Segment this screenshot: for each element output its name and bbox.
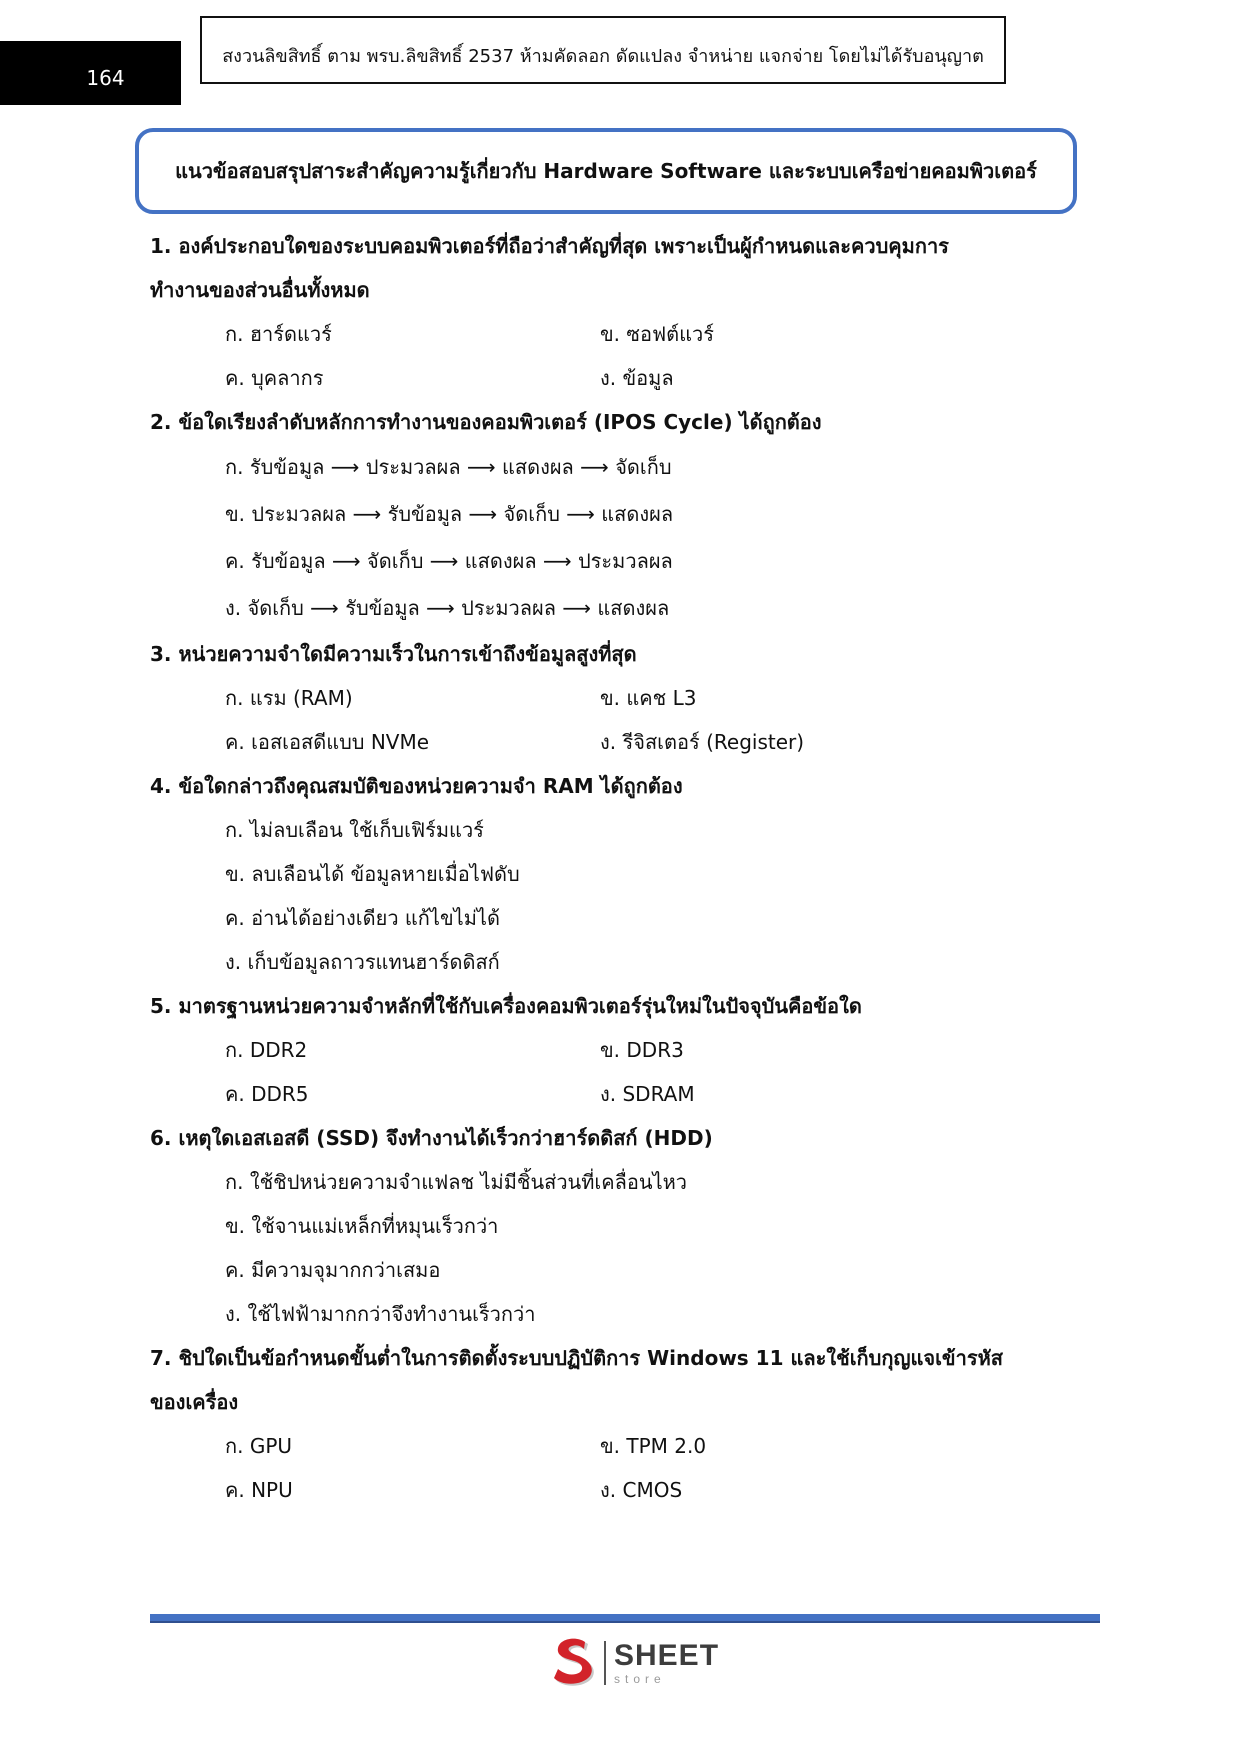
question-4-option-b: ข. ลบเลือนได้ ข้อมูลหายเมื่อไฟดับ xyxy=(225,862,520,886)
question-3-text-line1: 3. หน่วยความจำใดมีความเร็วในการเข้าถึงข้อมูลสูงที่สุด xyxy=(150,642,637,666)
copyright-notice-box xyxy=(200,16,1006,84)
question-2-option-a: ก. รับข้อมูล ⟶ ประมวลผล ⟶ แสดงผล ⟶ จัดเก็บ xyxy=(225,455,672,479)
footer-divider xyxy=(150,1614,1100,1623)
question-1-options xyxy=(225,312,1080,400)
logo-separator xyxy=(604,1641,606,1685)
question-1 xyxy=(150,224,1080,400)
logo-subword: store xyxy=(614,1672,666,1686)
logo-text xyxy=(614,1641,719,1685)
question-6-option-a: ก. ใช้ชิปหน่วยความจำแฟลช ไม่มีชิ้นส่วนที่เคลื่อนไหว xyxy=(225,1170,688,1194)
question-2-text-line1: 2. ข้อใดเรียงลำดับหลักการทำงานของคอมพิวเตอร์ (IPOS Cycle) ได้ถูกต้อง xyxy=(150,410,822,434)
question-7-option-c: ค. NPU xyxy=(225,1478,293,1502)
question-1-text-line1: 1. องค์ประกอบใดของระบบคอมพิวเตอร์ที่ถือว่าสำคัญที่สุด เพราะเป็นผู้กำหนดและควบคุมการ xyxy=(150,234,949,258)
question-1-option-d: ง. ข้อมูล xyxy=(600,366,674,390)
question-4-option-a: ก. ไม่ลบเลือน ใช้เก็บเฟิร์มแวร์ xyxy=(225,818,484,842)
copyright-notice: สงวนลิขสิทธิ์ ตาม พรบ.ลิขสิทธิ์ 2537 ห้ามคัดลอก ดัดแปลง จำหน่าย แจกจ่าย โดยไม่ได้รับอนุญาต xyxy=(222,45,984,67)
question-6-option-d: ง. ใช้ไฟฟ้ามากกว่าจึงทำงานเร็วกว่า xyxy=(225,1302,536,1326)
question-2-option-b: ข. ประมวลผล ⟶ รับข้อมูล ⟶ จัดเก็บ ⟶ แสดงผล xyxy=(225,502,674,526)
page-number: 164 xyxy=(86,66,125,90)
section-title: แนวข้อสอบสรุปสาระสำคัญความรู้เกี่ยวกับ Hardware Software และระบบเครือข่ายคอมพิวเตอร์ xyxy=(175,159,1037,183)
question-7-option-d: ง. CMOS xyxy=(600,1478,683,1502)
question-5-option-d: ง. SDRAM xyxy=(600,1082,695,1106)
question-2 xyxy=(150,400,1080,632)
question-2-options xyxy=(225,444,1080,632)
question-3-option-a: ก. แรม (RAM) xyxy=(225,686,353,710)
question-3-option-b: ข. แคช L3 xyxy=(600,686,697,710)
question-7-text-line2: ของเครื่อง xyxy=(150,1390,239,1414)
question-5-options xyxy=(225,1028,1080,1116)
question-5 xyxy=(150,984,1080,1116)
question-7-options xyxy=(225,1424,1080,1512)
question-3-options xyxy=(225,676,1080,764)
question-list xyxy=(150,224,1080,1512)
question-2-option-d: ง. จัดเก็บ ⟶ รับข้อมูล ⟶ ประมวลผล ⟶ แสดงผล xyxy=(225,596,670,620)
page-number-box xyxy=(0,41,181,105)
question-7 xyxy=(150,1336,1080,1512)
question-3 xyxy=(150,632,1080,764)
question-6 xyxy=(150,1116,1080,1336)
question-3-option-c: ค. เอสเอสดีแบบ NVMe xyxy=(225,730,430,754)
question-5-option-b: ข. DDR3 xyxy=(600,1038,684,1062)
question-5-option-c: ค. DDR5 xyxy=(225,1082,309,1106)
question-7-option-b: ข. TPM 2.0 xyxy=(600,1434,707,1458)
question-7-text-line1: 7. ชิปใดเป็นข้อกำหนดขั้นต่ำในการติดตั้งระบบปฏิบัติการ Windows 11 และใช้เก็บกุญแจเข้ารหัส xyxy=(150,1346,1003,1370)
question-5-text-line1: 5. มาตรฐานหน่วยความจำหลักที่ใช้กับเครื่องคอมพิวเตอร์รุ่นใหม่ในปัจจุบันคือข้อใด xyxy=(150,994,862,1018)
question-7-option-a: ก. GPU xyxy=(225,1434,293,1458)
question-4-option-d: ง. เก็บข้อมูลถาวรแทนฮาร์ดดิสก์ xyxy=(225,950,500,974)
question-3-option-d: ง. รีจิสเตอร์ (Register) xyxy=(600,730,805,754)
question-1-option-b: ข. ซอฟต์แวร์ xyxy=(600,322,714,346)
question-4 xyxy=(150,764,1080,984)
question-4-option-c: ค. อ่านได้อย่างเดียว แก้ไขไม่ได้ xyxy=(225,906,500,930)
question-2-option-c: ค. รับข้อมูล ⟶ จัดเก็บ ⟶ แสดงผล ⟶ ประมวลผล xyxy=(225,549,673,573)
question-6-option-b: ข. ใช้จานแม่เหล็กที่หมุนเร็วกว่า xyxy=(225,1214,499,1238)
question-6-text-line1: 6. เหตุใดเอสเอสดี (SSD) จึงทำงานได้เร็วกว่าฮาร์ดดิสก์ (HDD) xyxy=(150,1126,713,1150)
question-1-option-c: ค. บุคลากร xyxy=(225,366,324,390)
sheet-store-s-icon xyxy=(552,1636,598,1690)
question-5-option-a: ก. DDR2 xyxy=(225,1038,308,1062)
question-6-option-c: ค. มีความจุมากกว่าเสมอ xyxy=(225,1258,441,1282)
question-4-options xyxy=(225,808,1080,984)
question-4-text-line1: 4. ข้อใดกล่าวถึงคุณสมบัติของหน่วยความจำ RAM ได้ถูกต้อง xyxy=(150,774,683,798)
question-1-option-a: ก. ฮาร์ดแวร์ xyxy=(225,322,332,346)
sheet-store-logo xyxy=(552,1636,719,1690)
section-title-box xyxy=(135,128,1077,214)
question-1-text-line2: ทำงานของส่วนอื่นทั้งหมด xyxy=(150,278,370,302)
question-6-options xyxy=(225,1160,1080,1336)
logo-word: SHEET xyxy=(614,1639,720,1672)
